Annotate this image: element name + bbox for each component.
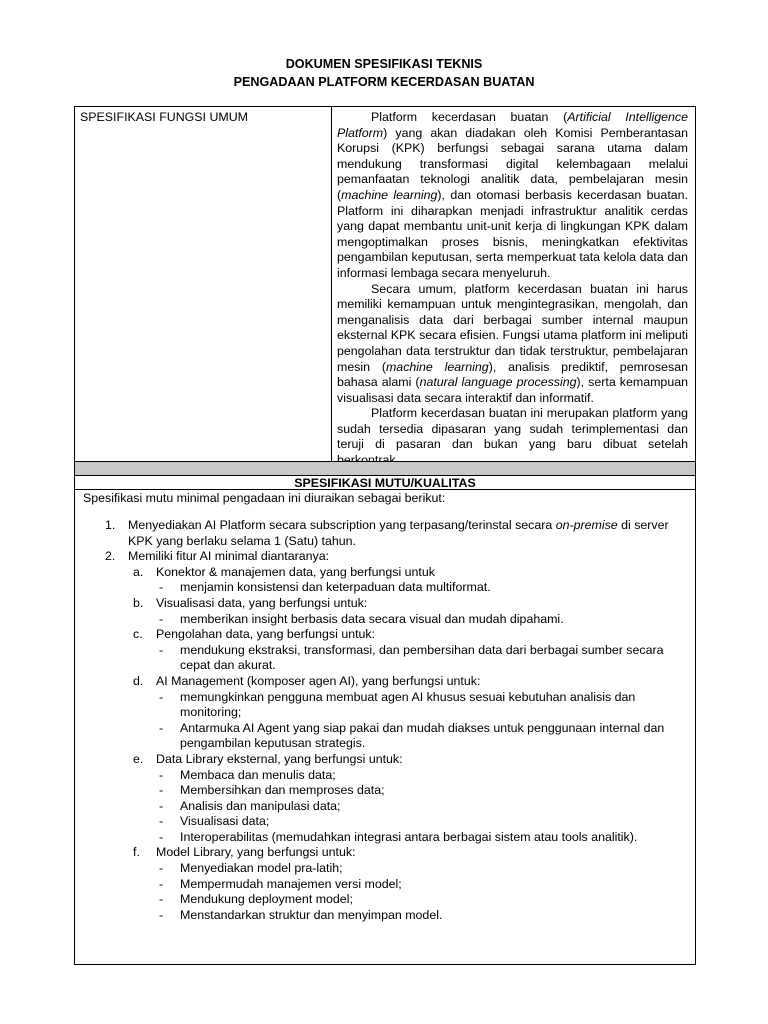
bullet-dash: - <box>159 907 164 922</box>
text-run: Platform kecerdasan buatan ( <box>371 110 568 124</box>
quality-intro: Spesifikasi mutu minimal pengadaan ini diuraikan sebagai berikut: <box>83 491 446 505</box>
feature-letter: a. <box>133 564 144 579</box>
feature-point-text: menjamin konsistensi dan keterpaduan data multiformat. <box>180 580 491 595</box>
bullet-dash: - <box>159 829 164 844</box>
feature-item <box>75 565 685 581</box>
feature-point <box>75 690 685 721</box>
feature-point-text: Interoperabilitas (memudahkan integrasi antara berbagai sistem atau tools analitik). <box>180 829 638 844</box>
feature-item <box>75 674 685 690</box>
list-number: 1. <box>105 518 116 532</box>
bullet-dash: - <box>159 689 164 704</box>
feature-title: Visualisasi data, yang berfungsi untuk: <box>156 595 368 610</box>
text-run: ) yang akan diadakan oleh Komisi Pemberantasan Korupsi (KPK) berfungsi sebagai sarana utama dalam mendukung transformasi digital kelembagaan melalui pemanfaatan teknologi analitik data, pembelajaran mesin ( <box>337 125 688 202</box>
bullet-dash: - <box>159 580 164 595</box>
feature-item <box>75 752 685 768</box>
text-run: di server KPK yang berlaku selama 1 (Satu) tahun. <box>128 518 669 548</box>
bullet-dash: - <box>159 798 164 813</box>
feature-point <box>75 783 685 799</box>
bullet-dash: - <box>159 611 164 626</box>
text-run: Memiliki fitur AI minimal diantaranya: <box>128 549 330 564</box>
bullet-dash: - <box>159 814 164 829</box>
italic-term: natural language processing <box>419 375 577 390</box>
italic-term: Artificial Intelligence Platform <box>337 110 688 140</box>
list-number: 2. <box>105 549 116 564</box>
italic-term: machine learning <box>385 359 489 374</box>
feature-title: Pengolahan data, yang berfungsi untuk: <box>156 627 376 642</box>
general-function-label: SPESIFIKASI FUNGSI UMUM <box>80 110 248 124</box>
feature-point <box>75 830 685 846</box>
feature-title: Data Library eksternal, yang berfungsi untuk: <box>156 751 403 766</box>
feature-point <box>75 892 685 908</box>
feature-letter: f. <box>133 845 140 860</box>
text-run: ), dan otomasi berbasis kecerdasan buatan. Platform ini diharapkan menjadi infrastruktur analitik cerdas yang dapat membantu unit-unit kerja di lingkungan KPK dalam mengoptimalkan proses bisnis, meningkatkan efektivitas pengambilan keputusan, serta memperkuat tata kelola data dan informasi lembaga secara menyeluruh. <box>337 187 688 280</box>
feature-item <box>75 845 685 861</box>
feature-point <box>75 768 685 784</box>
feature-point <box>75 861 685 877</box>
feature-point <box>75 612 685 628</box>
italic-term: machine learning <box>341 187 438 202</box>
paragraph-3: Platform kecerdasan buatan ini merupakan platform yang sudah tersedia dipasaran yang sudah terimplementasi dan teruji di pasaran dan bukan yang baru dibuat setelah <box>337 406 688 452</box>
document-title-line-1: DOKUMEN SPESIFIKASI TEKNIS <box>285 57 483 71</box>
feature-point <box>75 799 685 815</box>
bullet-dash: - <box>159 876 164 891</box>
quality-spec-box <box>74 489 696 965</box>
feature-point-text: Antarmuka AI Agent yang siap pakai dan mudah diakses untuk penggunaan internal dan pengambilan keputusan strategis. <box>180 720 665 751</box>
feature-sublist <box>75 565 685 924</box>
feature-point-text: Mendukung deployment model; <box>180 892 353 907</box>
feature-letter: b. <box>133 595 144 610</box>
table-column-divider <box>331 107 332 461</box>
feature-point <box>75 908 685 924</box>
feature-point <box>75 721 685 752</box>
feature-point-text: Analisis dan manipulasi data; <box>180 798 341 813</box>
text-run: Secara umum, platform kecerdasan buatan ini harus memiliki kemampuan untuk mengintegrasikan, mengolah, dan menganalisis data dari berbagai sumber internal maupun eksternal KPK secara efisien. Fungsi utama platform ini meliputi pengolahan data terstruktur dan tidak terstruktur, pembelajaran mesin ( <box>337 281 688 374</box>
section-separator-band <box>74 461 696 476</box>
feature-point-text: memungkinkan pengguna membuat agen AI khusus sesuai kebutuhan analisis dan monitoring; <box>180 689 636 720</box>
feature-point <box>75 814 685 830</box>
general-function-description <box>337 110 688 469</box>
feature-letter: c. <box>133 627 143 642</box>
feature-point-text: Mempermudah manajemen versi model; <box>180 876 402 891</box>
bullet-dash: - <box>159 767 164 782</box>
feature-item <box>75 596 685 612</box>
list-item-2 <box>75 549 685 565</box>
quality-list <box>75 518 685 923</box>
text-run: ), serta kemampuan visualisasi data secara interaktif dan informatif. <box>337 375 688 405</box>
paragraph-1 <box>337 110 688 282</box>
bullet-dash: - <box>159 720 164 735</box>
document-title-line-2: PENGADAAN PLATFORM KECERDASAN BUATAN <box>233 75 535 89</box>
feature-letter: d. <box>133 673 144 688</box>
feature-point <box>75 877 685 893</box>
feature-title: Konektor & manajemen data, yang berfungsi untuk <box>156 564 435 579</box>
bullet-dash: - <box>159 783 164 798</box>
general-function-table <box>74 106 696 462</box>
feature-point <box>75 643 685 674</box>
feature-title: Model Library, yang berfungsi untuk: <box>156 845 356 860</box>
feature-point-text: mendukung ekstraksi, transformasi, dan pembersihan data dari berbagai sumber secara cepat dan akurat. <box>180 642 664 673</box>
feature-point <box>75 580 685 596</box>
feature-letter: e. <box>133 751 144 766</box>
text-run: Menyediakan AI Platform secara subscription yang terpasang/terinstal secara <box>128 518 556 532</box>
feature-point-text: Visualisasi data; <box>180 814 270 829</box>
quality-section-header: SPESIFIKASI MUTU/KUALITAS <box>74 475 696 490</box>
text-run: ), analisis prediktif, pemrosesan bahasa alami ( <box>337 359 688 390</box>
feature-title: AI Management (komposer agen AI), yang berfungsi untuk: <box>156 673 481 688</box>
bullet-dash: - <box>159 892 164 907</box>
feature-point-text: Membersihkan dan memproses data; <box>180 783 385 798</box>
feature-point-text: Menyediakan model pra-latih; <box>180 861 343 876</box>
bullet-dash: - <box>159 861 164 876</box>
list-item-1 <box>75 518 685 549</box>
italic-term: on-premise <box>555 518 618 532</box>
feature-item <box>75 627 685 643</box>
feature-point-text: memberikan insight berbasis data secara visual dan mudah dipahami. <box>180 611 564 626</box>
feature-point-text: Membaca dan menulis data; <box>180 767 336 782</box>
bullet-dash: - <box>159 642 164 657</box>
paragraph-2 <box>337 282 688 407</box>
feature-point-text: Menstandarkan struktur dan menyimpan model. <box>180 907 443 922</box>
